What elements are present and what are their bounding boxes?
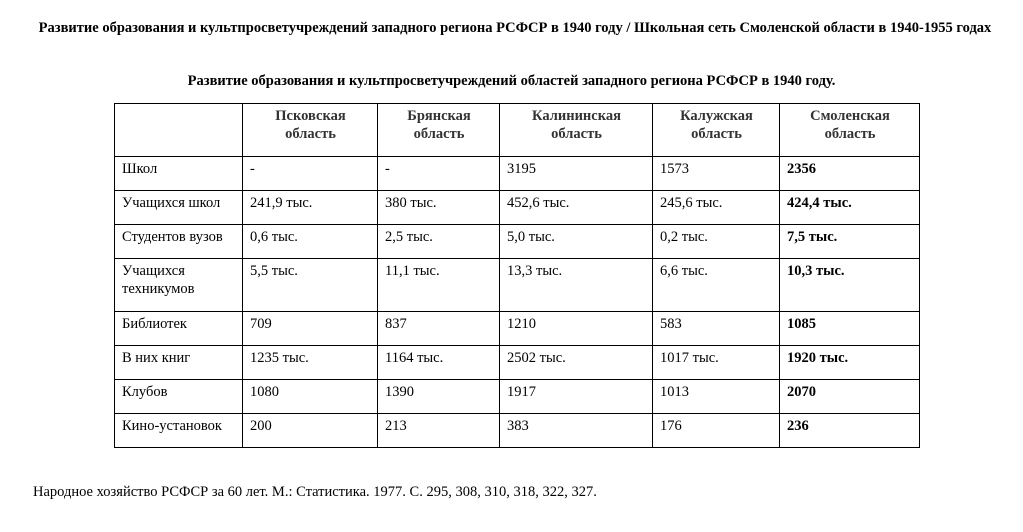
corner-cell: [115, 104, 243, 157]
table-row: [115, 191, 920, 225]
table-cell: 1573: [653, 157, 780, 191]
table-cell: 213: [378, 414, 500, 448]
row-label: Школ: [115, 157, 243, 191]
table-header-row: [115, 104, 920, 157]
table-cell: 2356: [780, 157, 920, 191]
table-cell: 452,6 тыс.: [500, 191, 653, 225]
table-cell: 1017 тыс.: [653, 346, 780, 380]
column-header-bryansk: Брянская область: [378, 104, 500, 157]
table-cell: 1390: [378, 380, 500, 414]
table-cell: 11,1 тыс.: [378, 259, 500, 312]
row-label: Учащихся школ: [115, 191, 243, 225]
row-label: Кино-установок: [115, 414, 243, 448]
table-cell: -: [378, 157, 500, 191]
row-label: Учащихся техникумов: [115, 259, 243, 312]
table-cell: 1013: [653, 380, 780, 414]
table-row: [115, 225, 920, 259]
table-cell: 1085: [780, 312, 920, 346]
row-label: Студентов вузов: [115, 225, 243, 259]
table-cell: 1164 тыс.: [378, 346, 500, 380]
table-cell: 1080: [243, 380, 378, 414]
row-label: Клубов: [115, 380, 243, 414]
table-cell: 236: [780, 414, 920, 448]
table-cell: 1210: [500, 312, 653, 346]
table-cell: 0,2 тыс.: [653, 225, 780, 259]
table-row: [115, 414, 920, 448]
table-cell: 2070: [780, 380, 920, 414]
table-cell: 2,5 тыс.: [378, 225, 500, 259]
table-cell: 241,9 тыс.: [243, 191, 378, 225]
table-cell: 380 тыс.: [378, 191, 500, 225]
table-cell: 1235 тыс.: [243, 346, 378, 380]
table-row: [115, 312, 920, 346]
table-cell: 1920 тыс.: [780, 346, 920, 380]
column-header-pskov: Псковская область: [243, 104, 378, 157]
table-cell: 1917: [500, 380, 653, 414]
row-label: В них книг: [115, 346, 243, 380]
table-cell: 583: [653, 312, 780, 346]
statistics-table: [114, 103, 920, 448]
table-row: [115, 157, 920, 191]
table-cell: -: [243, 157, 378, 191]
row-label: Библиотек: [115, 312, 243, 346]
table-cell: 5,0 тыс.: [500, 225, 653, 259]
column-header-kaluga: Калужская область: [653, 104, 780, 157]
table-cell: 7,5 тыс.: [780, 225, 920, 259]
table-row: [115, 259, 920, 312]
table-cell: 245,6 тыс.: [653, 191, 780, 225]
table-cell: 176: [653, 414, 780, 448]
table-row: [115, 380, 920, 414]
page-heading: Развитие образования и культпросветучреждений западного региона РСФСР в 1940 году / Школьная сеть Смоленской области в 1940-1955 годах: [38, 20, 992, 36]
source-citation: Народное хозяйство РСФСР за 60 лет. М.: Статистика. 1977. С. 295, 308, 310, 318, 322, 327.: [33, 484, 597, 500]
table-cell: 6,6 тыс.: [653, 259, 780, 312]
table-title: Развитие образования и культпросветучреждений областей западного региона РСФСР в 1940 году.: [187, 73, 836, 89]
table-cell: 3195: [500, 157, 653, 191]
table-cell: 383: [500, 414, 653, 448]
table-cell: 10,3 тыс.: [780, 259, 920, 312]
table-cell: 2502 тыс.: [500, 346, 653, 380]
table-cell: 709: [243, 312, 378, 346]
table-row: [115, 346, 920, 380]
table-cell: 837: [378, 312, 500, 346]
table-cell: 0,6 тыс.: [243, 225, 378, 259]
table-cell: 5,5 тыс.: [243, 259, 378, 312]
column-header-smolensk: Смоленская область: [780, 104, 920, 157]
table-cell: 13,3 тыс.: [500, 259, 653, 312]
table-cell: 200: [243, 414, 378, 448]
column-header-kalinin: Калининская область: [500, 104, 653, 157]
table-cell: 424,4 тыс.: [780, 191, 920, 225]
